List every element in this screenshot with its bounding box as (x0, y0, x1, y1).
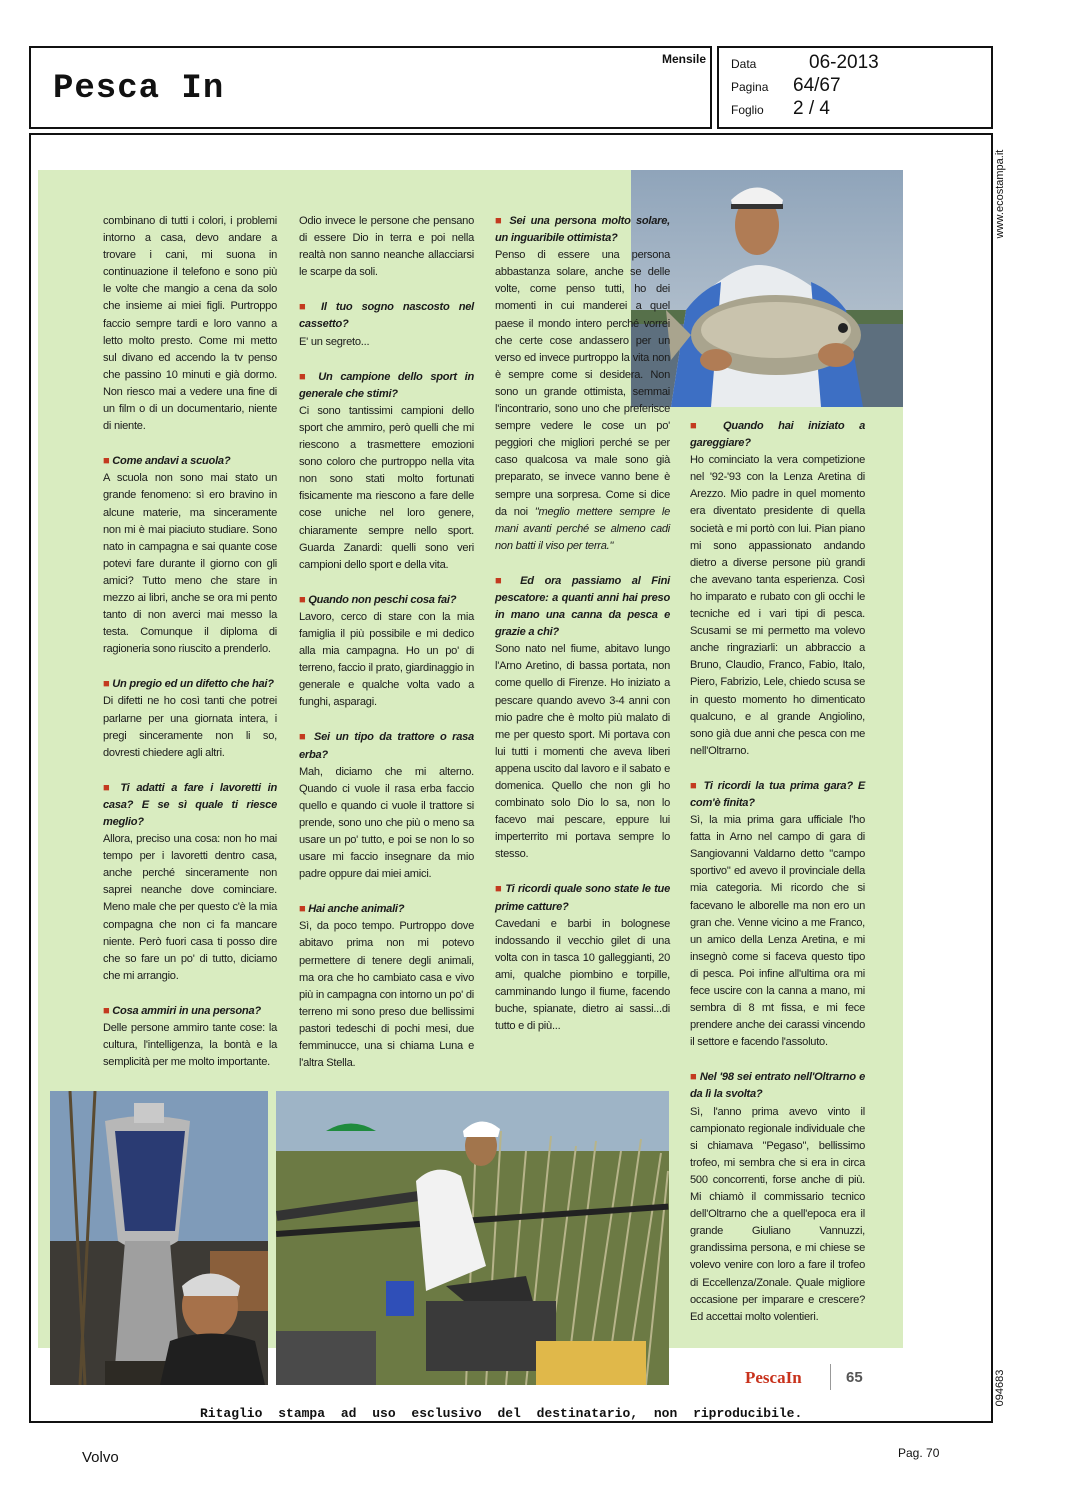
header-meta-box (717, 46, 993, 129)
header-publication-box (29, 46, 712, 129)
date-label: Data (731, 57, 757, 71)
interview-question: ■ Ti ricordi quale sono state le tue prime catture? (495, 881, 670, 915)
meta-page-row (731, 75, 981, 97)
interview-answer: Odio invece le persone che pensano di essere Dio in terra e poi nella realtà non sanno neanche allacciarsi le scarpe da soli. (299, 215, 474, 279)
interview-question: ■ Ed ora passiamo al Fini pescatore: a quanti anni hai preso in mano una canna da pesca e grazie a chi? (495, 573, 670, 641)
interview-answer: Ci sono tantissimi campioni dello sport che ammiro, però quelli che mi riescono a trasmettere emozioni sono coloro che purtroppo nella vita non sono stati molto fortunati fisicamente ma riescono a fare delle cose uniche nel loro genere, chiaramente sempre nello sport. Guarda Zanardi: quelli sono veri campioni dello sport e della vita. (299, 404, 474, 571)
side-url (985, 140, 1015, 260)
interview-answer: Di difetti ne ho così tanti che potrei parlarne per una giornata intera, i pregi sinceramente non li so, dovresti chiedere agli altri. (103, 695, 277, 759)
magazine-page (38, 170, 903, 1388)
article-column-3 (495, 213, 670, 1053)
sheet-label: Foglio (731, 103, 764, 117)
interview-answer: Ho cominciato la vera competizione nel '92-'93 con la Lenza Aretina di Arezzo. Mio padre in quel momento era diventato presidente di quella società e mi portò con lui. Pian piano mi sono appassionato andando dietro a diverse persone più grandi che avevano tanta esperienza. Così ho imparato e rubato con gli occhi le tecniche ed i vari tipi di pesca. Scusami se mi permetto ma volevo anche ringraziarli: un abbraccio a Bruno, Claudio, Franco, Fabio, Italo, Piero, Fabrizio, Lele, chiedo scusa se in questo momento ho dimenticato qualcuno, e al grande Angiolino, sono già due anni che pesca con me nell'Oltrarno. (690, 454, 865, 757)
photo-angler-with-fish (631, 170, 903, 407)
interview-question: ■ Quando non peschi cosa fai? (299, 592, 474, 609)
interview-answer: combinano di tutti i colori, i problemi intorno a casa, devo andare a trovare i cani, mi suona in continuazione il telefono e sono più le volte che mangio a cena da solo che insieme ai miei figli. Purtroppo faccio sempre tardi e loro vanno a letto molto presto. Come mi metto sul divano ed accendo la tv penso che passino 10 minuti e già dormo. Non riesco mai a vedere una fine di un film o di un documentario, niente di niente. (103, 215, 277, 433)
side-url-text: www.ecostampa.it (994, 149, 1006, 239)
interview-answer: Allora, preciso una cosa: non ho mai tempo per i lavoretti dentro casa, anche perché sinceramente non saprei neanche dove cominciare. Meno male che per questo c'è la mia compagna che non ci fa mancare niente. Però fuori casa ti posso dire che so fare un po' di tutto, diciamo che mi arrangio. (103, 833, 277, 982)
page-value: 64/67 (793, 75, 841, 96)
photo-trophy (50, 1091, 268, 1385)
interview-question: ■ Come andavi a scuola? (103, 453, 277, 470)
interview-answer: Sì, la mia prima gara ufficiale l'ho fatta in Arno nel campo di gara di Sangiovanni Valdarno detto "campo sportivo" ed avevo il provinciale della mia categoria. Mi ricordo che si facevano le alborelle ma non ero un gran che. Venne vicino a me Franco, un amico della Lenza Aretina, e mi insegnò come si faceva questo tipo di pesca. Poi infine all'ultima ora mi fece uscire con la canna a mano, mi sembra di 8 mt fissa, e mi fece prendere anche dei carassi vincendo il settore e facendo l'assoluto. (690, 814, 865, 1049)
interview-question: ■ Il tuo sogno nascosto nel cassetto? (299, 299, 474, 333)
interview-answer: Penso di essere una persona abbastanza solare, anche se delle volte, come penso tutti, ho dei momenti in cui manderei a quel paese il mondo intero perché vorrei che certe cose andassero per un verso ed invece purtroppo la vita non è sempre come si desidera. Non sono un grande ottimista, semmai l'incontrario, sono uno che preferisce sempre vedere le cose un po' peggiori che migliori perché se per caso qualcosa va male sono già preparato, se invece vanno bene è sempre una sorpresa. Come si dice da noi (495, 249, 670, 518)
interview-question: ■ Nel '98 sei entrato nell'Oltrarno e da lì la svolta? (690, 1069, 865, 1103)
interview-question: ■ Ti adatti a fare i lavoretti in casa? E se sì quale ti riesce meglio? (103, 780, 277, 831)
publication-title: Pesca In (53, 70, 225, 108)
interview-answer: Sono nato nel fiume, abitavo lungo l'Arno Aretino, di bassa portata, non come quello di Firenze. Ho iniziato a pescare quando avevo 3-4 anni con mio padre che è molto più malato di me per questo sport. Mi portava con lui tutti i momenti che aveva liberi appena uscito dal lavoro e il sabato e domenica. Quello che non gli ho combinato solo Dio lo sa, non lo facevo mai pescare, eppure lui imperterrito mi portava sempre lo stesso. (495, 643, 670, 861)
interview-question: ■ Ti ricordi la tua prima gara? E com'è finita? (690, 778, 865, 812)
interview-answer: Sì, l'anno prima avevo vinto il campionato regionale individuale che si chiamava "Pegaso", bellissimo trofeo, mi sembra che si era in circa 500 concorrenti, forse anche di più. Mi chiamò il commissario tecnico dell'Oltrarno che a quell'epoca era il grande Giuliano Vannuzzi, grandissima persona, e mi chiese se volevo venire con loro a fare il trofeo di Eccellenza/Zonale. Quale migliore occasione per imparare e crescere? Ed accettai molto volentieri. (690, 1105, 865, 1323)
periodicity-label: Mensile (661, 52, 706, 66)
side-code-text: 094683 (994, 1369, 1006, 1407)
interview-question: ■ Cosa ammiri in una persona? (103, 1003, 277, 1020)
interview-question: ■ Sei una persona molto solare, un inguaribile ottimista? (495, 213, 670, 247)
article-column-2 (299, 213, 474, 1090)
page-label: Pagina (731, 80, 769, 94)
interview-question: ■ Quando hai iniziato a gareggiare? (690, 418, 865, 452)
interview-answer: A scuola non sono mai stato un grande fenomeno: sì ero bravino in alcune materie, ma sinceramente non mi è mai piaciuto studiare. Sono nato in campagna e sai quante cose potevi fare durante il giorno con gli amici? Tutto meno che stare in mezzo ai libri, anche se ora mi pento tanto di non averci mai messo la testa. Comunque il diploma di ragioneria sono riuscito a prenderlo. (103, 472, 277, 656)
meta-sheet-row (731, 98, 981, 120)
sheet-value: 2 / 4 (793, 98, 830, 119)
article-column-4 (690, 418, 865, 1344)
magazine-page-number: 65 (846, 1369, 863, 1386)
meta-date-row (731, 52, 981, 74)
interview-question: ■ Sei un tipo da trattore o rasa erba? (299, 729, 474, 763)
quoted-saying: "meglio mettere sempre le mani avanti perché se almeno cadi non batti il viso per terra." (495, 505, 670, 552)
magazine-footer-divider (830, 1364, 831, 1390)
photo-fishing-platform (276, 1091, 669, 1385)
interview-answer: Delle persone ammiro tante cose: la cultura, l'intelligenza, la bontà e la semplicità per me molto importante. (103, 1022, 277, 1069)
clipping-disclaimer: Ritaglio stampa ad uso esclusivo del destinatario, non riproducibile. (200, 1406, 803, 1421)
document-page-number: Pag. 70 (898, 1446, 940, 1460)
interview-question: ■ Un pregio ed un difetto che hai? (103, 676, 277, 693)
interview-answer: Cavedani e barbi in bolognese indossando il vecchio gilet di una volta con in tasca 10 galleggianti, 20 ami, qualche piombino e torpille, camminando lungo il fiume, facendo buche, spianate, dietro ai sassi...di tutto e di più... (495, 917, 670, 1033)
side-code (985, 1360, 1015, 1420)
client-name: Volvo (82, 1449, 119, 1466)
interview-answer: E' un segreto... (299, 335, 370, 348)
article-column-1 (103, 213, 277, 1089)
magazine-logo: PescaIn (745, 1368, 802, 1387)
interview-question: ■ Hai anche animali? (299, 901, 474, 918)
interview-answer: Sì, da poco tempo. Purtroppo dove abitavo prima non mi potevo permettere di tenere degli animali, ma ora che ho cambiato casa e vivo più in campagna con intorno un po' di terreno mi sono preso due bellissimi pastori tedeschi di pochi mesi, due femminucce, una si chiama Luna e l'altra Stella. (299, 920, 474, 1070)
date-value: 06-2013 (809, 52, 879, 73)
interview-answer: Lavoro, cerco di stare con la mia famiglia il più possibile e mi dedico alla mia campagna. Ho un po' di terreno, faccio il prato, giardinaggio in generale e qualche volta vado a funghi, asparagi. (299, 610, 474, 709)
interview-answer: Mah, diciamo che mi alterno. Quando ci vuole il rasa erba faccio quello e quando ci vuole il trattore si prende, sono uno che più o meno sa usare un po' tutto, e poi se non lo so usare mi faccio insegnare da mio padre oppure dai miei amici. (299, 765, 474, 881)
interview-question: ■ Un campione dello sport in generale che stimi? (299, 369, 474, 403)
